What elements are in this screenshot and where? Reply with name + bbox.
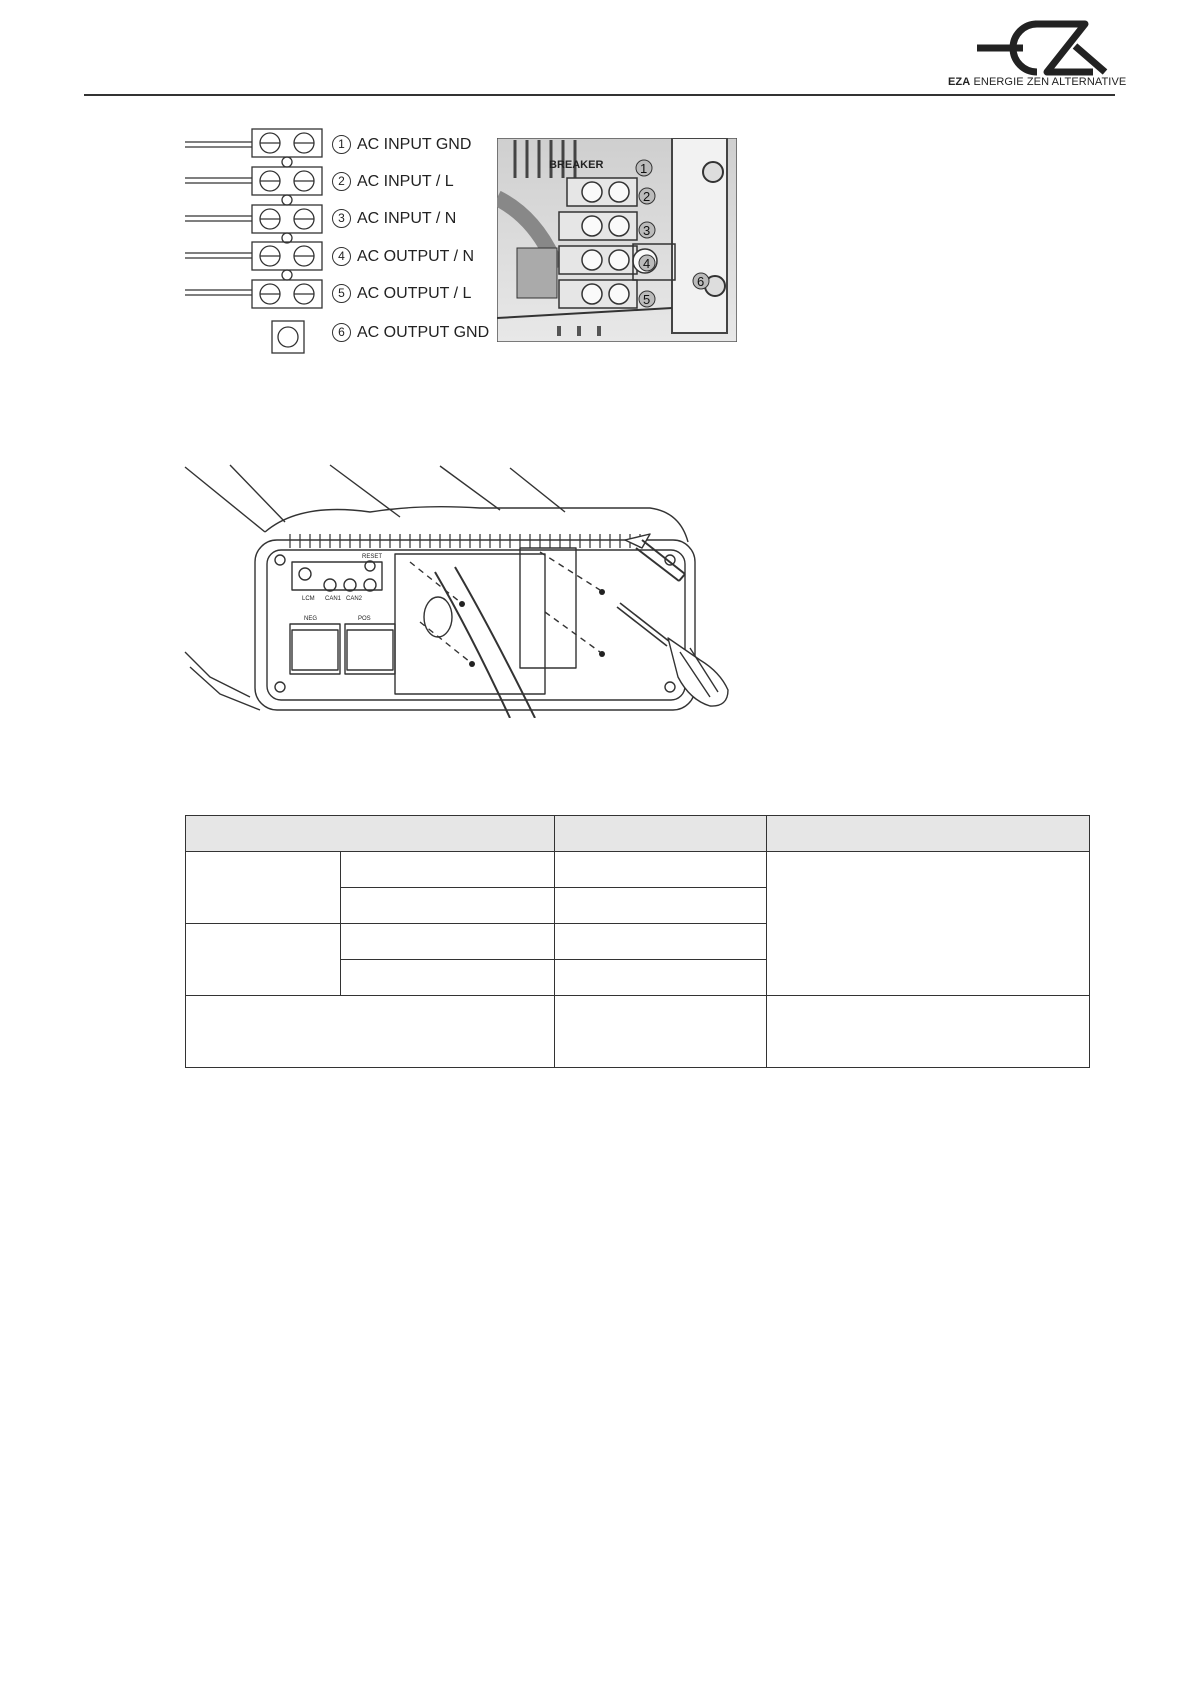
pos-label: POS (358, 616, 371, 622)
table-cell (555, 852, 767, 888)
photo-callout-2: 2 (643, 189, 651, 204)
table-cell (555, 924, 767, 960)
terminal-label-2: 2 AC INPUT / L (332, 172, 454, 191)
table-cell (341, 852, 555, 888)
table-header (186, 816, 555, 852)
photo-callout-3: 3 (643, 223, 651, 238)
terminal-blocks (252, 129, 322, 353)
terminal-label-4: 4 AC OUTPUT / N (332, 247, 474, 266)
table-cell (186, 852, 341, 924)
table-cell (186, 996, 555, 1068)
table-header (767, 816, 1090, 852)
spec-table (185, 815, 1090, 1068)
breaker-label: BREAKER (549, 159, 604, 171)
neg-label: NEG (304, 616, 318, 622)
terminal-photo (497, 138, 737, 342)
table-cell (341, 960, 555, 996)
photo-callout-6: 6 (697, 274, 705, 289)
device-cover-diagram (180, 462, 790, 718)
terminal-label-5: 5 AC OUTPUT / L (332, 284, 471, 303)
can2-label: CAN2 (346, 596, 363, 602)
photo-callout-5: 5 (643, 292, 651, 307)
table-cell (555, 996, 767, 1068)
table-cell (767, 996, 1090, 1068)
table-cell (555, 888, 767, 924)
arrow-icon (625, 534, 685, 581)
reset-label: RESET (362, 554, 383, 560)
can1-label: CAN1 (325, 596, 342, 602)
photo-callout-4: 4 (643, 256, 651, 271)
table-cell (555, 960, 767, 996)
terminal-block-diagram (180, 125, 480, 355)
terminal-label-3: 3 AC INPUT / N (332, 209, 456, 228)
table-cell (186, 924, 341, 996)
table-cell (767, 852, 1090, 996)
logo-wordmark: EZA ENERGIE ZEN ALTERNATIVE (948, 76, 1127, 88)
table-cell (341, 888, 555, 924)
table-header (555, 816, 767, 852)
terminal-label-1: 1 AC INPUT GND (332, 135, 471, 154)
table-row (186, 852, 1090, 888)
table-cell (341, 924, 555, 960)
input-wires (185, 142, 252, 295)
terminal-label-6: 6 AC OUTPUT GND (332, 323, 489, 342)
lcm-label: LCM (302, 596, 315, 602)
table-row (186, 996, 1090, 1068)
header-rule (84, 94, 1115, 96)
photo-callout-1: 1 (640, 161, 648, 176)
